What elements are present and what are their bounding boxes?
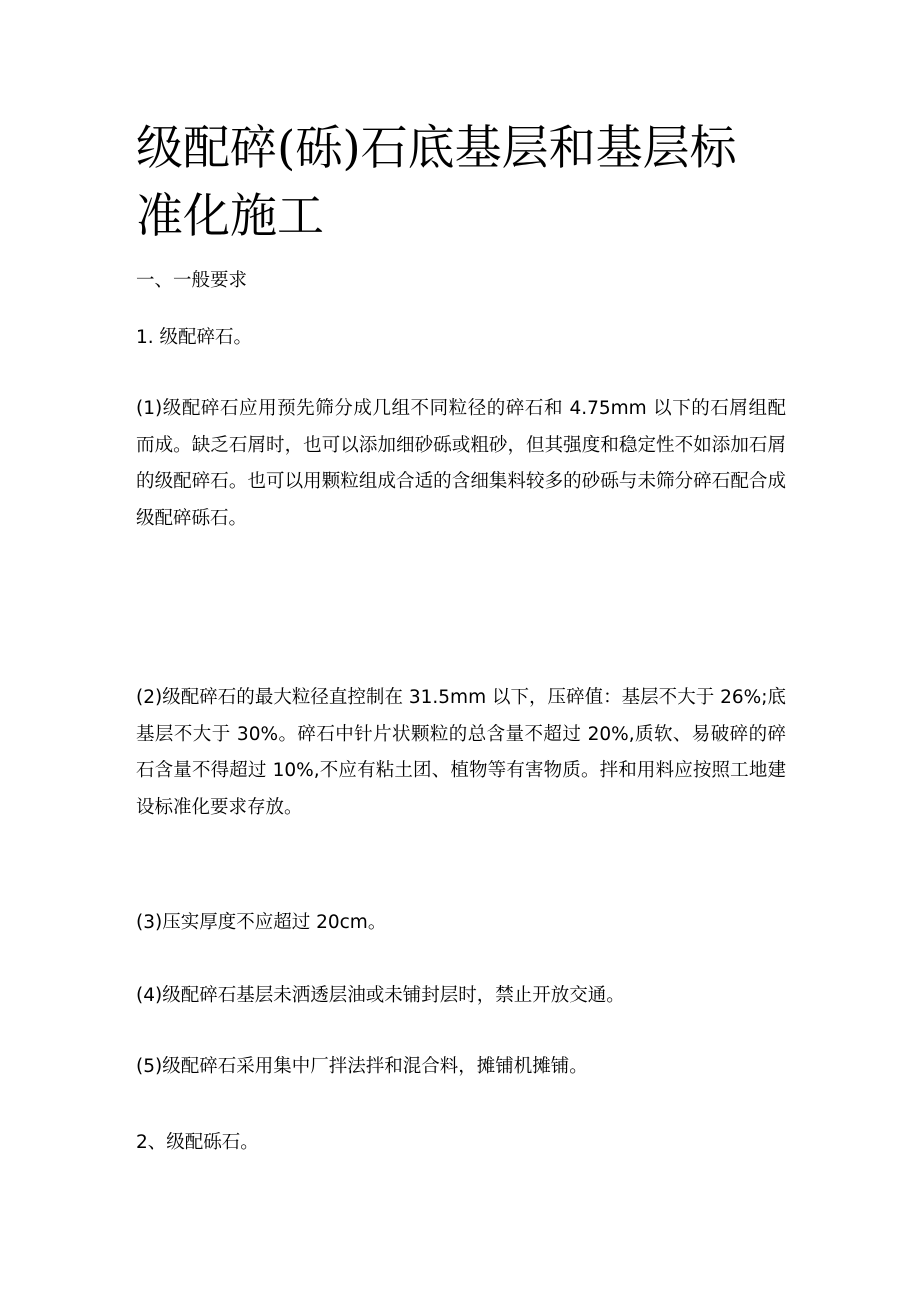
list-item-3: (3)压实厚度不应超过 20cm。 — [136, 912, 387, 933]
list-item-5: (5)级配碎石采用集中厂拌法拌和混合料，摊铺机摊铺。 — [136, 1056, 588, 1077]
subsection-heading-2: 2、级配砾石。 — [136, 1132, 259, 1153]
subsection-heading-1: 1. 级配碎石。 — [136, 327, 253, 348]
document-title: 级配碎(砾)石底基层和基层标准化施工 — [136, 121, 737, 244]
list-item-4: (4)级配碎石基层未洒透层油或未铺封层时，禁止开放交通。 — [136, 985, 625, 1006]
section-heading: 一、一般要求 — [136, 270, 248, 291]
paragraph-1: (1)级配碎石应用预先筛分成几组不同粒径的碎石和 4.75mm 以下的石屑组配而成。缺乏石屑时，也可以添加细砂砾或粗砂，但其强度和稳定性不如添加石屑的级配碎石。也可以用颗粒组成合适的含细集料较多的砂砾与未筛分碎石配合成级配碎砾石。 — [136, 398, 786, 529]
paragraph-2: (2)级配碎石的最大粒径直控制在 31.5mm 以下，压碎值：基层不大于 26%;底基层不大于 30%。碎石中针片状颗粒的总含量不超过 20%,质软、易破碎的碎石含量不得超过 10%,不应有粘土团、植物等有害物质。拌和用料应按照工地建设标准化要求存放。 — [136, 687, 786, 818]
